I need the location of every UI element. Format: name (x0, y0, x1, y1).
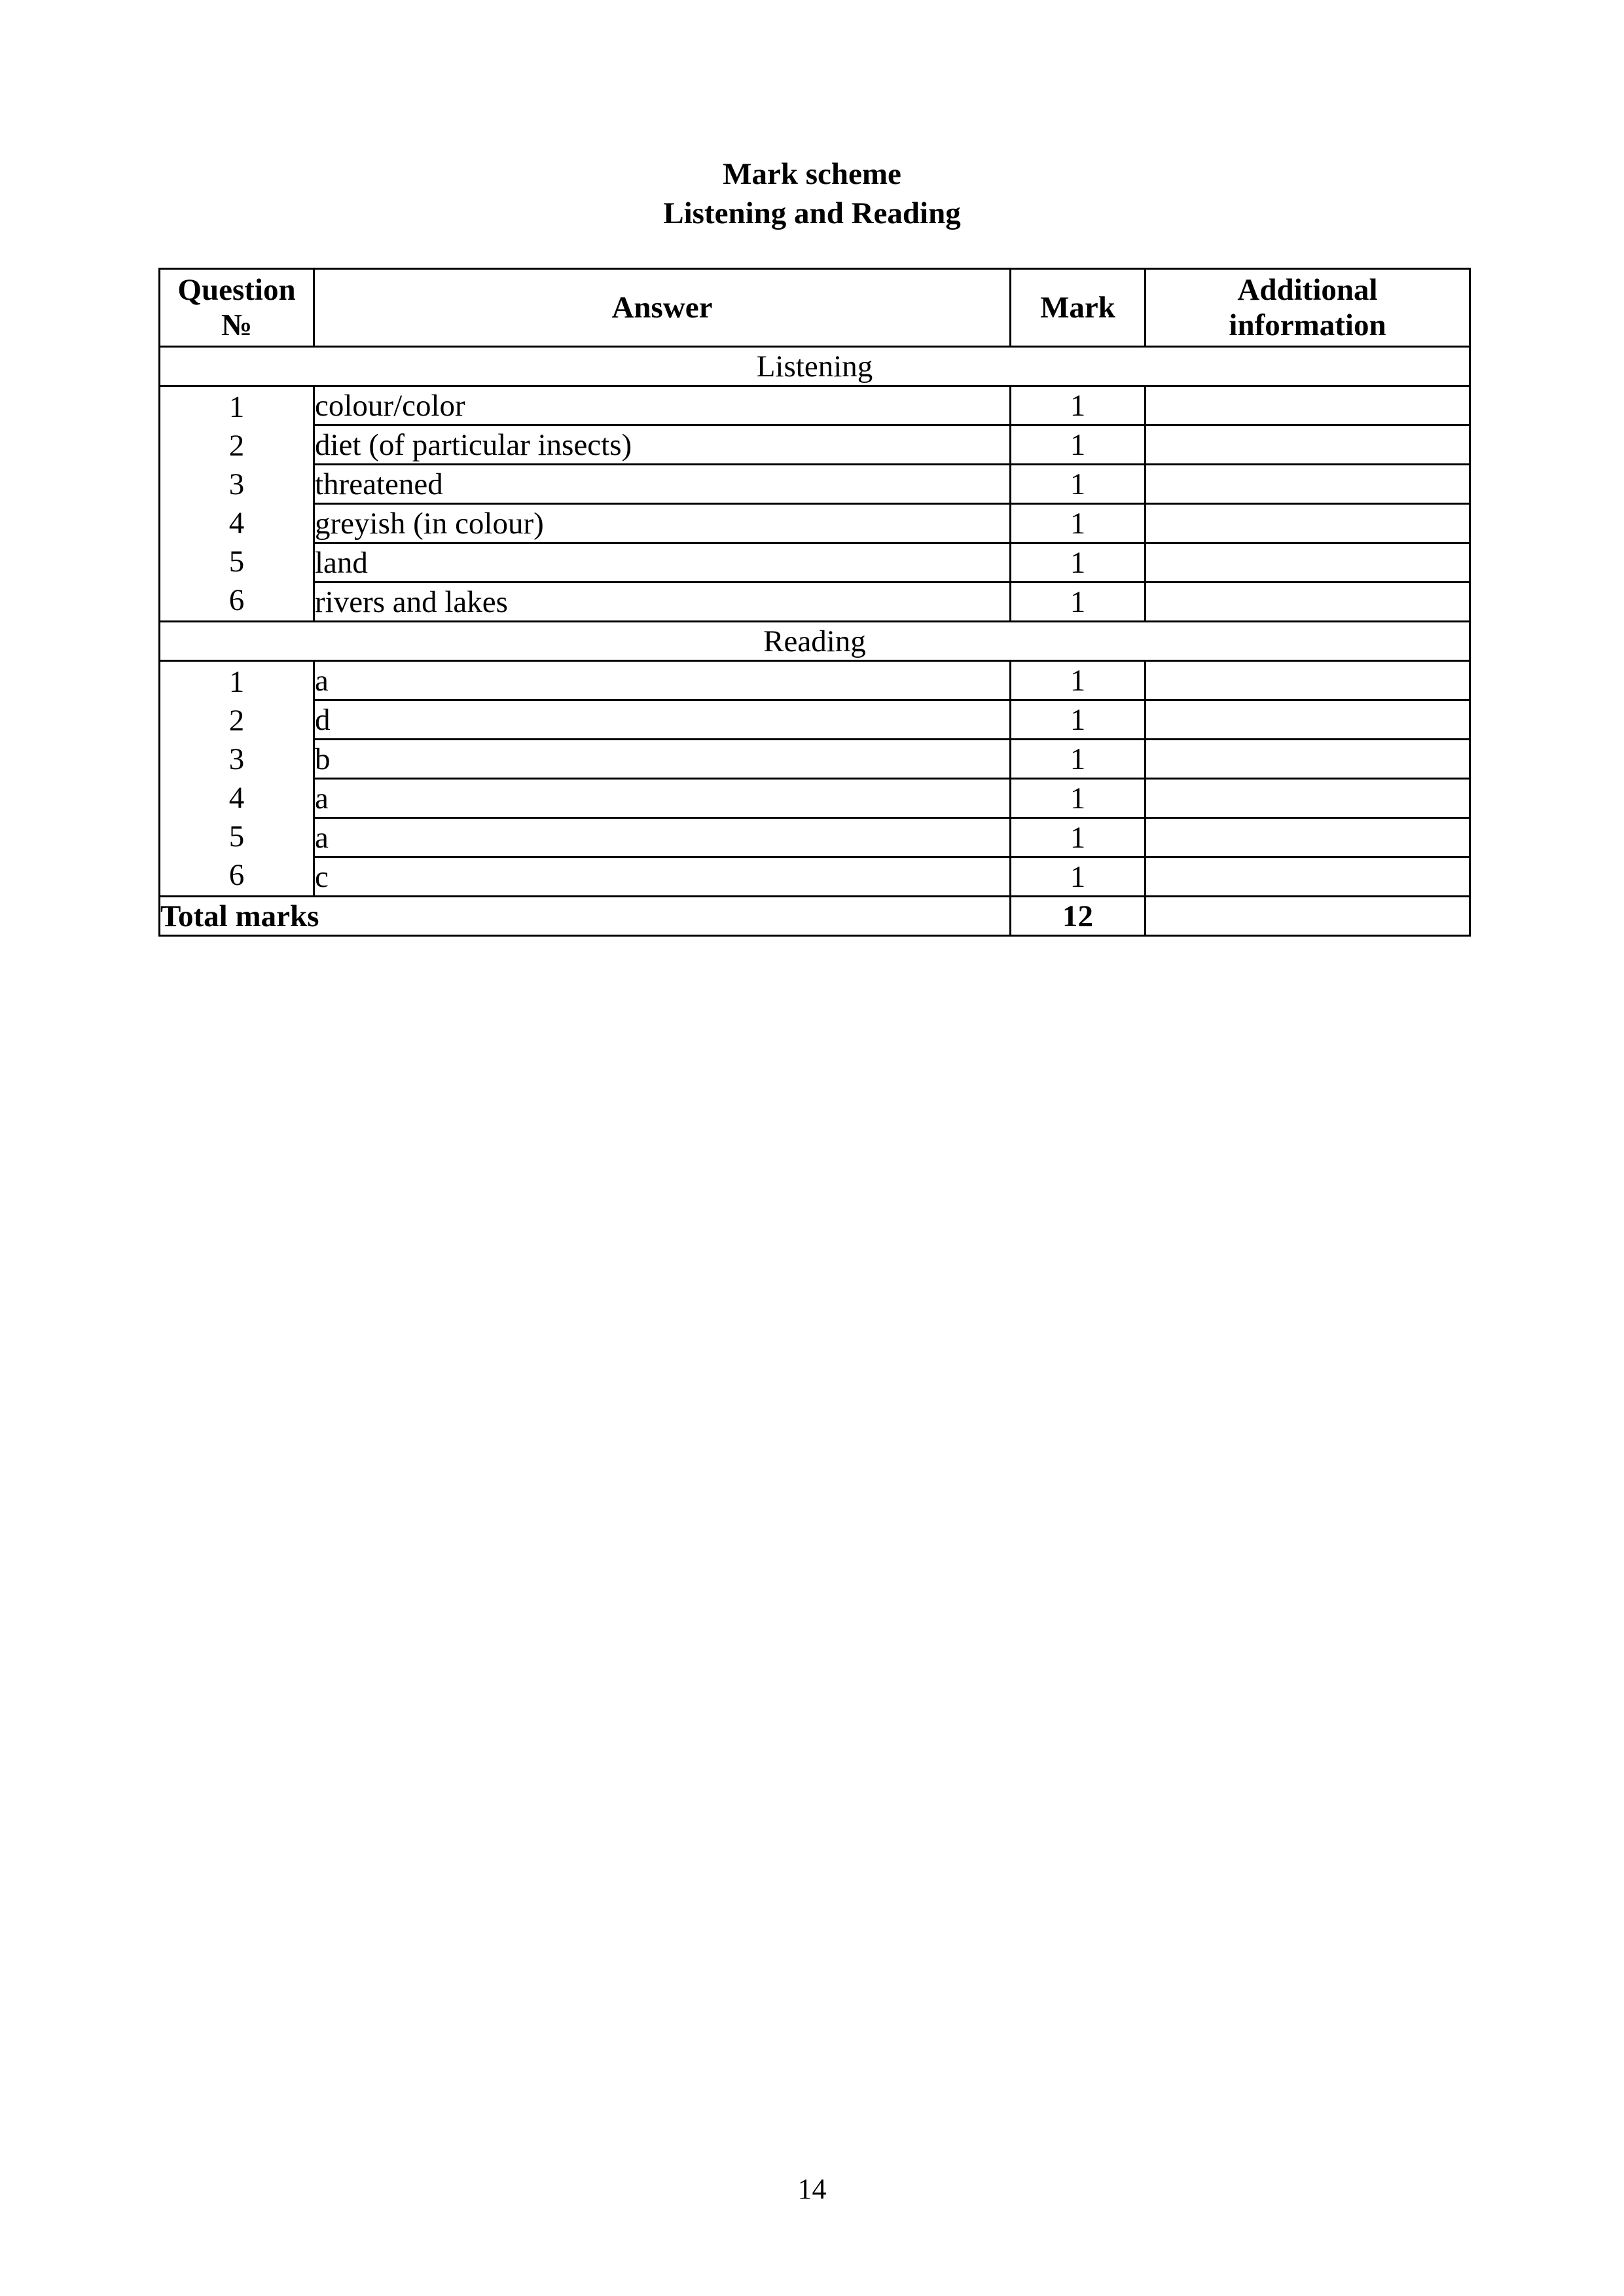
question-number: 4 (228, 780, 245, 815)
header-mark: Mark (1011, 269, 1146, 347)
header-answer: Answer (314, 269, 1011, 347)
header-question-label: Question (177, 273, 296, 307)
question-number: 4 (228, 505, 245, 540)
question-number: 3 (228, 467, 245, 501)
table-header-row (160, 269, 1470, 347)
mark-cell: 1 (1011, 465, 1146, 504)
answer-cell: c (314, 857, 1011, 897)
answer-cell: colour/color (314, 386, 1011, 425)
info-cell (1146, 740, 1470, 779)
section-label: Reading (160, 622, 1470, 661)
mark-cell: 1 (1011, 661, 1146, 700)
answer-cell: diet (of particular insects) (314, 425, 1011, 465)
info-cell (1146, 425, 1470, 465)
table-row (160, 425, 1470, 465)
header-number-sign: № (221, 308, 253, 342)
mark-scheme-table (158, 268, 1471, 937)
table-row (160, 583, 1470, 622)
question-number: 5 (228, 819, 245, 853)
mark-cell: 1 (1011, 583, 1146, 622)
table-row (160, 700, 1470, 740)
info-cell (1146, 386, 1470, 425)
page-title-block (0, 154, 1624, 233)
info-cell (1146, 465, 1470, 504)
section-row-listening (160, 347, 1470, 386)
page-title: Mark scheme (723, 157, 901, 191)
table-row (160, 818, 1470, 857)
mark-cell: 1 (1011, 425, 1146, 465)
mark-cell: 1 (1011, 740, 1146, 779)
mark-cell: 1 (1011, 818, 1146, 857)
question-number: 6 (228, 583, 245, 617)
question-number: 2 (228, 428, 245, 463)
answer-cell: rivers and lakes (314, 583, 1011, 622)
info-cell (1146, 857, 1470, 897)
info-cell (1146, 504, 1470, 543)
question-number: 1 (228, 664, 245, 699)
info-cell (1146, 818, 1470, 857)
mark-cell: 1 (1011, 779, 1146, 818)
section-label: Listening (160, 347, 1470, 386)
table-row (160, 779, 1470, 818)
page-subtitle: Listening and Reading (663, 196, 961, 230)
question-numbers-listening (160, 386, 314, 622)
question-number: 5 (228, 544, 245, 579)
page-number: 14 (797, 2173, 827, 2205)
answer-cell: greyish (in colour) (314, 504, 1011, 543)
header-question (160, 269, 314, 347)
table-row (160, 543, 1470, 583)
mark-cell: 1 (1011, 857, 1146, 897)
question-number: 6 (228, 857, 245, 892)
table-row (160, 661, 1470, 700)
info-cell (1146, 700, 1470, 740)
section-row-reading (160, 622, 1470, 661)
answer-cell: threatened (314, 465, 1011, 504)
answer-cell: d (314, 700, 1011, 740)
info-cell (1146, 661, 1470, 700)
total-marks-label: Total marks (160, 897, 1011, 936)
question-number: 3 (228, 742, 245, 776)
answer-cell: b (314, 740, 1011, 779)
table-row (160, 504, 1470, 543)
table-row (160, 857, 1470, 897)
total-row (160, 897, 1470, 936)
answer-cell: a (314, 661, 1011, 700)
question-numbers-reading (160, 661, 314, 897)
table-row (160, 386, 1470, 425)
question-number: 1 (228, 389, 245, 424)
header-info-line1: Additional (1237, 273, 1378, 307)
table-row (160, 465, 1470, 504)
total-marks-value: 12 (1011, 897, 1146, 936)
info-cell (1146, 779, 1470, 818)
mark-cell: 1 (1011, 700, 1146, 740)
mark-cell: 1 (1011, 386, 1146, 425)
answer-cell: a (314, 818, 1011, 857)
info-cell (1146, 583, 1470, 622)
table-row (160, 740, 1470, 779)
answer-cell: land (314, 543, 1011, 583)
total-info-cell (1146, 897, 1470, 936)
mark-cell: 1 (1011, 504, 1146, 543)
answer-cell: a (314, 779, 1011, 818)
header-info-line2: information (1229, 308, 1386, 342)
mark-cell: 1 (1011, 543, 1146, 583)
question-number: 2 (228, 703, 245, 738)
info-cell (1146, 543, 1470, 583)
header-additional-information (1146, 269, 1470, 347)
